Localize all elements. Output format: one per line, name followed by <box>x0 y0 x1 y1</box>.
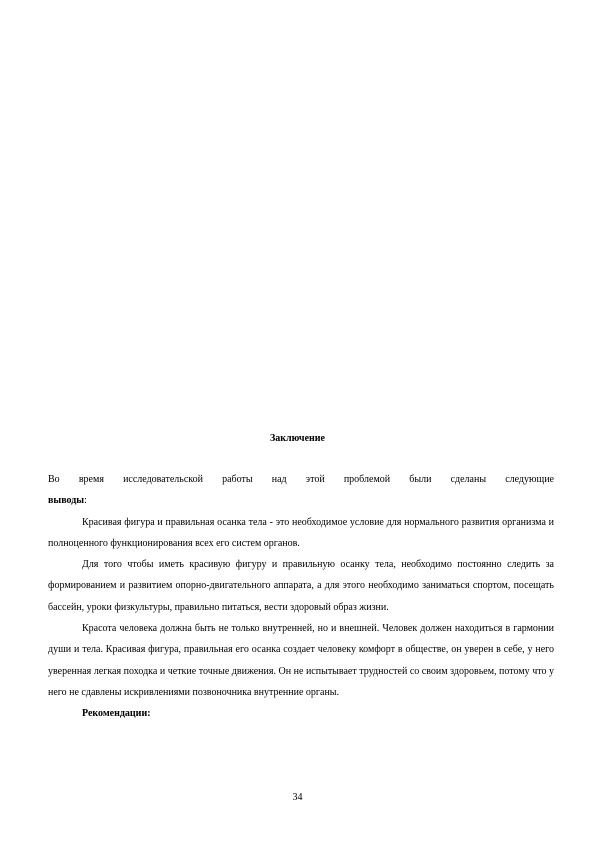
intro-line <box>48 469 554 490</box>
page-number: 34 <box>292 792 303 803</box>
section-heading: Заключение <box>270 433 325 444</box>
paragraph-3: Красота человека должна быть не только внутренней, но и внешней. Человек должен находиться в гармонии души и тела. Красивая фигура, правильная его осанка создает человеку комфорт в обществе, он уверен в себе, у него уверенная легкая походка и четкие точные движения. Он не испытывает трудностей со своим здоровьем, потому что у него не сдавлены искривлениями позвоночника внутренние органы. <box>48 623 554 698</box>
document-body <box>48 469 554 725</box>
intro-text: Во время исследовательской работы над этой проблемой были сделаны следующие <box>48 474 554 485</box>
conclusions-colon: : <box>84 495 87 507</box>
conclusions-label: выводы <box>48 495 85 507</box>
paragraph-2: Для того чтобы иметь красивую фигуру и правильную осанку тела, необходимо постоянно следить за формированием и развитием опорно-двигательного аппарата, а для этого необходимо заниматься спортом, посещать бассейн, уроки физкультуры, правильно питаться, вести здоровый образ жизни. <box>48 559 554 613</box>
recommendations-heading: Рекомендации: <box>82 708 151 720</box>
conclusions-line <box>48 490 554 511</box>
paragraph-1: Красивая фигура и правильная осанка тела - это необходимое условие для нормального развития организма и полноценного функционирования всех его систем органов. <box>48 516 554 549</box>
